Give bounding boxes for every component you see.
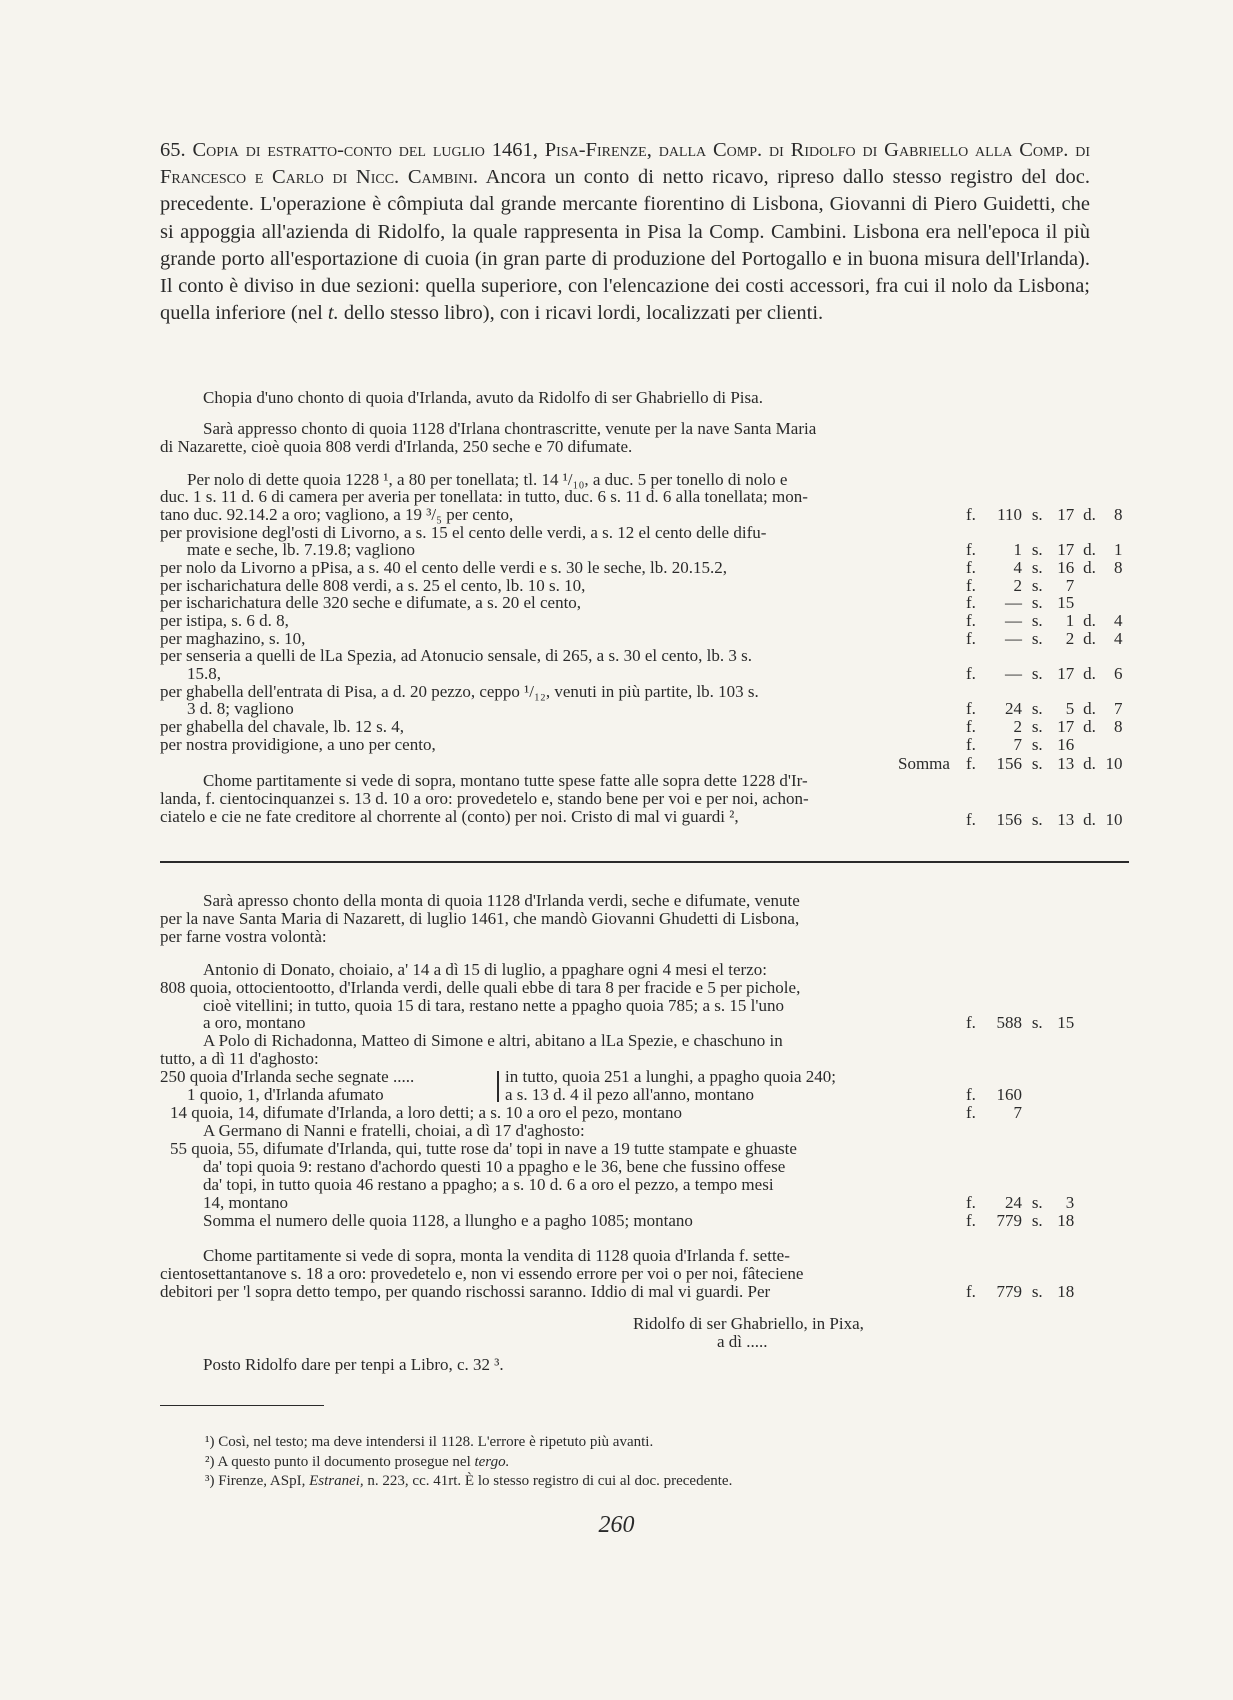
amount-row: f. 588 s. 15 — [966, 1013, 1075, 1032]
intro-body-t: t. — [327, 302, 339, 325]
amount-row: f. — s. 15 — [966, 593, 1075, 612]
amount-row: f. 24 s. 5 d. 7 — [966, 699, 1123, 718]
s1-line: 3 d. 8; vagliono — [187, 699, 294, 718]
page-number: 260 — [598, 1512, 635, 1538]
s2-brace-text: in tutto, quoia 251 a lunghi, a ppagho quoia 240; — [505, 1067, 836, 1086]
section-divider — [160, 861, 1129, 863]
s1-line: per ischarichatura delle 320 seche e difumate, a s. 20 el cento, — [160, 593, 582, 612]
s2-closing: debitori per 'l sopra detto tempo, per quando rischossi saranno. Iddio di mal vi guardi. Per — [160, 1282, 771, 1301]
amount-row: f. 110 s. 17 d. 8 — [966, 505, 1123, 524]
signature-line: Ridolfo di ser Ghabriello, in Pixa, — [633, 1314, 864, 1333]
s1-closing: Chome partitamente si vede di sopra, montano tutte spese fatte alle sopra dette 1228 d'Ir- — [203, 771, 808, 790]
s1-line: duc. 1 s. 11 d. 6 di camera per averia per tonellata: in tutto, duc. 6 s. 11 d. 6 alla tonellata; mon- — [160, 487, 808, 506]
s2-line: a oro, montano — [203, 1013, 306, 1032]
footnote-1: ¹) Così, nel testo; ma deve intendersi il 1128. L'errore è ripetuto più avanti. — [205, 1434, 654, 1450]
intro-paragraph — [160, 137, 1090, 327]
s2-line: per farne vostra volontà: — [160, 927, 327, 946]
s2-line: per la nave Santa Maria di Nazarett, di luglio 1461, che mandò Giovanni Ghudetti di Lisbona, — [160, 909, 800, 928]
s2-line: A Polo di Richadonna, Matteo di Simone e altri, abitano a lLa Spezie, e chaschuno in — [203, 1031, 783, 1050]
s2-line: 14 quoia, 14, difumate d'Irlanda, a loro detti; a s. 10 a oro el pezo, montano — [170, 1103, 682, 1122]
somma-label: Somma — [898, 754, 950, 773]
amount-row: f. 2 s. 17 d. 8 — [966, 717, 1123, 736]
s1-line: per maghazino, s. 10, — [160, 629, 306, 648]
s2-line: 1 quoio, 1, d'Irlanda afumato — [187, 1085, 384, 1104]
total-amount: f. 779 s. 18 — [966, 1282, 1075, 1301]
s1-line: 15.8, — [187, 664, 221, 683]
section1-heading: Chopia d'uno chonto di quoia d'Irlanda, avuto da Ridolfo di ser Ghabriello di Pisa. — [203, 388, 763, 407]
s2-line: 55 quoia, 55, difumate d'Irlanda, qui, tutte rose da' topi in nave a 19 tutte stampate e ghuaste — [170, 1139, 797, 1158]
s1-line: per ghabella del chavale, lb. 12 s. 4, — [160, 717, 405, 736]
amount-row: f. 7 s. 16 — [966, 735, 1075, 754]
s2-line: 14, montano — [203, 1193, 288, 1212]
section1-p1-line1: Sarà appresso chonto di quoia 1128 d'Irlana chontrascritte, venute per la nave Santa Maria — [203, 419, 817, 438]
s2-line: tutto, a dì 11 d'aghosto: — [160, 1049, 319, 1068]
brace-mark — [497, 1071, 499, 1102]
intro-body: Ancora un conto di netto ricavo, ripreso dallo stesso registro del doc. precedente. L'operazione è cômpiuta dal grande mercante fiorentino di Lisbona, Giovanni di Piero Guidetti, che si appoggia all'azienda di Ridolfo, la quale rappresenta in Pisa la Comp. Cambini. Lisbona era nell'epoca il più grande porto all'esportazione di cuoia (in gran parte di produzione del Portogallo e in buona misura dell'Irlanda). Il conto è diviso in due sezioni: quella superiore, con l'elencazione dei costi accessori, fra cui il nolo da Lisbona; quella inferiore (nel — [160, 166, 1091, 325]
s2-closing: Chome partitamente si vede di sopra, monta la vendita di 1128 quoia d'Irlanda f. sette- — [203, 1246, 790, 1265]
s1-line: per ghabella dell'entrata di Pisa, a d. 20 pezzo, ceppo ¹/₁₂, venuti in più partite, lb. 103 s. — [160, 682, 759, 701]
amount-row: f. 7 — [966, 1103, 1022, 1122]
posting-note: Posto Ridolfo dare per tenpi a Libro, c. 32 ³. — [203, 1355, 504, 1374]
section1-p1-line2: di Nazarette, cioè quoia 808 verdi d'Irlanda, 250 seche e 70 difumate. — [160, 437, 633, 456]
amount-row: f. 24 s. 3 — [966, 1193, 1075, 1212]
s1-line: per istipa, s. 6 d. 8, — [160, 611, 289, 630]
footnote-2: ²) A questo punto il documento prosegue nel tergo. — [205, 1454, 510, 1470]
s2-line: da' topi, in tutto quoia 46 restano a ppagho; a s. 10 d. 6 a oro el pezzo, a tempo mesi — [203, 1175, 774, 1194]
doc-title: Copia di estratto-conto del luglio 1461, Pisa-Firenze, dalla Comp. di Ridolfo di Gabriello alla Comp. di Francesco e Carlo di Nicc. Cambini. — [160, 139, 1091, 189]
s2-line: A Germano di Nanni e fratelli, choiai, a dì 17 d'aghosto: — [203, 1121, 585, 1140]
s2-line: 808 quoia, ottocientootto, d'Irlanda verdi, delle quali ebbe di tara 8 per fracide e 5 per pichole, — [160, 978, 801, 997]
s2-line: Sarà apresso chonto della monta di quoia 1128 d'Irlanda verdi, seche e difumate, venute — [203, 891, 800, 910]
s1-line: per senseria a quelli de lLa Spezia, ad Atonucio sensale, di 265, a s. 30 el cento, lb. 3 s. — [160, 646, 753, 665]
s2-line: da' topi quoia 9: restano d'achordo questi 10 a ppagho e le 36, bene che fussino offese — [203, 1157, 786, 1176]
footnote-rule — [160, 1405, 324, 1406]
amount-row: f. 779 s. 18 — [966, 1211, 1075, 1230]
s2-brace-text: a s. 13 d. 4 il pezo all'anno, montano — [505, 1085, 755, 1104]
total-amount: f. 156 s. 13 d. 10 — [966, 810, 1123, 829]
amount-row: f. — s. 1 d. 4 — [966, 611, 1123, 630]
s1-line: per ischarichatura delle 808 verdi, a s. 25 el cento, lb. 10 s. 10, — [160, 576, 586, 595]
s1-closing: ciatelo e cie ne fate creditore al chorrente al (conto) per noi. Cristo di mal vi guardi ², — [160, 807, 739, 826]
s1-closing: landa, f. cientocinquanzei s. 13 d. 10 a oro: provedetelo e, stando bene per voi e per noi, achon- — [160, 789, 809, 808]
s2-line: Somma el numero delle quoia 1128, a llungho e a pagho 1085; montano — [203, 1211, 693, 1230]
amount-row: f. 2 s. 7 — [966, 576, 1075, 595]
amount-row: f. 160 — [966, 1085, 1022, 1104]
amount-row: f. — s. 2 d. 4 — [966, 629, 1123, 648]
s1-line: Per nolo di dette quoia 1228 ¹, a 80 per tonellata; tl. 14 ¹/₁₀, a duc. 5 per tonello di nolo e — [187, 470, 788, 489]
somma-amount: f. 156 s. 13 d. 10 — [966, 754, 1123, 773]
amount-row: f. — s. 17 d. 6 — [966, 664, 1123, 683]
s1-line: per nolo da Livorno a pPisa, a s. 40 el cento delle verdi e s. 30 le seche, lb. 20.15.2, — [160, 558, 727, 577]
s2-line: Antonio di Donato, choiaio, a' 14 a dì 15 di luglio, a ppaghare ogni 4 mesi el terzo: — [203, 960, 767, 979]
footnote-3: ³) Firenze, ASpI, Estranei, n. 223, cc. 41rt. È lo stesso registro di cui al doc. precedente. — [205, 1473, 733, 1489]
intro-body-end: dello stesso libro), con i ricavi lordi, localizzati per clienti. — [343, 302, 824, 325]
s2-closing: cientosettantanove s. 18 a oro: provedetelo e, non vi essendo errore per voi o per noi, fâteciene — [160, 1264, 804, 1283]
s1-line: per provisione degl'osti di Livorno, a s. 15 el cento delle verdi, a s. 12 el cento delle difu- — [160, 523, 767, 542]
s2-line: cioè vitellini; in tutto, quoia 15 di tara, restano nette a ppagho quoia 785; a s. 15 l'uno — [203, 996, 784, 1015]
amount-row: f. 4 s. 16 d. 8 — [966, 558, 1123, 577]
amount-row: f. 1 s. 17 d. 1 — [966, 540, 1123, 559]
s1-line: per nostra providigione, a uno per cento, — [160, 735, 436, 754]
s1-line: mate e seche, lb. 7.19.8; vagliono — [187, 540, 416, 559]
s1-line: tano duc. 92.14.2 a oro; vagliono, a 19 ³/₅ per cento, — [160, 505, 514, 524]
doc-number: 65. — [160, 139, 186, 161]
signature-date: a dì ..... — [717, 1332, 768, 1351]
s2-line: 250 quoia d'Irlanda seche segnate ..... — [160, 1067, 415, 1086]
